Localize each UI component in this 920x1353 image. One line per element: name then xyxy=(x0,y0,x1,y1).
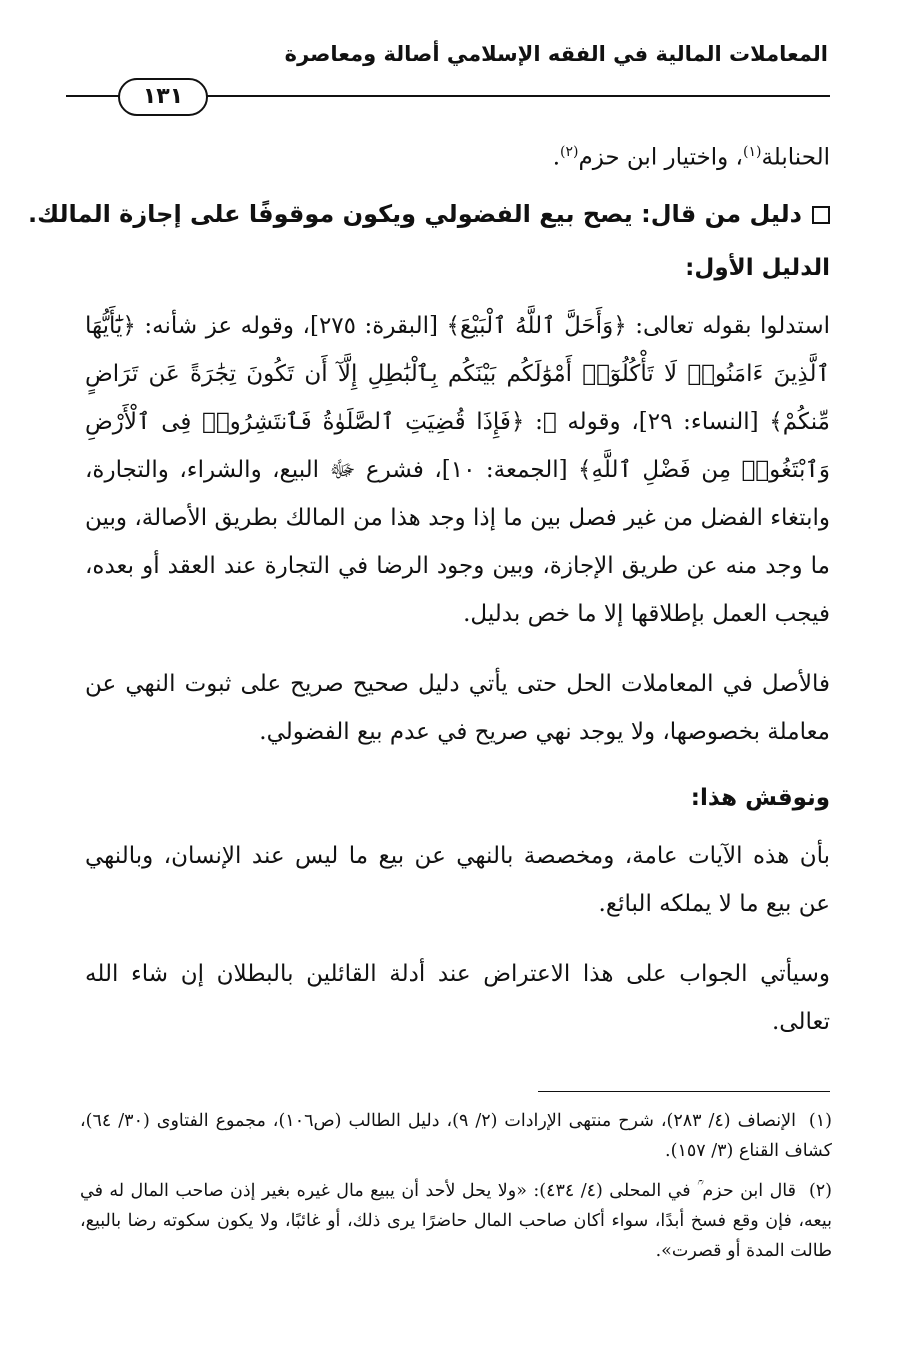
main-text xyxy=(28,128,830,1056)
footnote-2-text: قال ابن حزم ؒ في المحلى (٤/ ٤٣٤): «ولا يحل لأحد أن يبيع مال غيره بغير إذن صاحب المال له في بيعه، فإن وقع فسخ أبدًا، سواء أكان صاحب المال حاضرًا يرى ذلك، أو غائبًا، ولا يكون سكوته رضا بالبيع، طالت المدة أو قصرت». xyxy=(80,1181,832,1261)
first-evidence-title: الدليل الأول: xyxy=(685,254,830,281)
principle-paragraph: فالأصل في المعاملات الحل حتى يأتي دليل صحيح صريح على ثبوت النهي عن معاملة بخصوصها، ولا يوجد نهي صريح في عدم بيع الفضولي. xyxy=(85,670,830,745)
page-number: ١٣١ xyxy=(118,78,208,116)
section-heading-text: دليل من قال: يصح بيع الفضولي ويكون موقوفًا على إجازة المالك. xyxy=(28,199,802,228)
footnote-ref-2: (٢) xyxy=(560,144,579,160)
intro-line xyxy=(85,128,830,182)
footnotes xyxy=(80,1106,832,1276)
discussion-paragraph: بأن هذه الآيات عامة، ومخصصة بالنهي عن بيع ما ليس عند الإنسان، وبالنهي عن بيع ما لا يملكه البائع. xyxy=(85,842,830,917)
answer-paragraph: وسيأتي الجواب على هذا الاعتراض عند أدلة القائلين بالبطلان إن شاء الله تعالى. xyxy=(85,960,830,1035)
footnote-ref-1: (١) xyxy=(742,144,762,160)
intro-end: . xyxy=(552,144,560,171)
square-bullet-icon xyxy=(812,206,830,224)
footnote-1-text: الإنصاف (٤/ ٢٨٣)، شرح منتهى الإرادات (٢/ ٩)، دليل الطالب (ص١٠٦)، مجموع الفتاوى (٣٠/ ٦٤)، كشاف القناع (٣/ ١٥٧). xyxy=(80,1111,832,1161)
footnote-2 xyxy=(80,1176,832,1266)
intro-text: الحنابلة xyxy=(761,144,830,171)
footnote-1 xyxy=(80,1106,832,1166)
evidence-paragraph: استدلوا بقوله تعالى: ﴿وَأَحَلَّ ٱللَّهُ ٱلْبَيْعَ﴾ [البقرة: ٢٧٥]، وقوله عز شأنه: ﴿يَٰٓأَيُّهَا ٱلَّذِينَ ءَامَنُوا۟ لَا تَأْكُلُوٓا۟ أَمْوَٰلَكُم بَيْنَكُم بِٱلْبَٰطِلِ إِلَّآ أَن تَكُونَ تِجَٰرَةً عَن تَرَاضٍ مِّنكُمْ﴾ [النساء: ٢٩]، وقوله ﷻ: ﴿فَإِذَا قُضِيَتِ ٱلصَّلَوٰةُ فَٱنتَشِرُوا۟ فِى ٱلْأَرْضِ وَٱبْتَغُوا۟ مِن فَضْلِ ٱللَّهِ﴾ [الجمعة: ١٠]، فشرع ﷻ البيع، والشراء، والتجارة، وابتغاء الفضل من غير فصل بين ما إذا وجد هذا من المالك بطريق الأصالة، وبين ما وجد منه عن طريق الإجازة، وبين وجود الرضا في التجارة عند العقد أو بعده، فيجب العمل بإطلاقها إلا ما خص بدليل. xyxy=(85,312,830,627)
footnote-1-number: (١) xyxy=(808,1111,832,1131)
section-heading xyxy=(28,192,830,236)
discussion-title: ونوقش هذا: xyxy=(690,784,830,811)
footnote-separator xyxy=(538,1091,830,1092)
running-header-title: المعاملات المالية في الفقه الإسلامي أصالة ومعاصرة xyxy=(284,42,828,66)
footnote-2-number: (٢) xyxy=(808,1181,832,1201)
intro-text-2: ، واختيار ابن حزم xyxy=(578,144,743,171)
